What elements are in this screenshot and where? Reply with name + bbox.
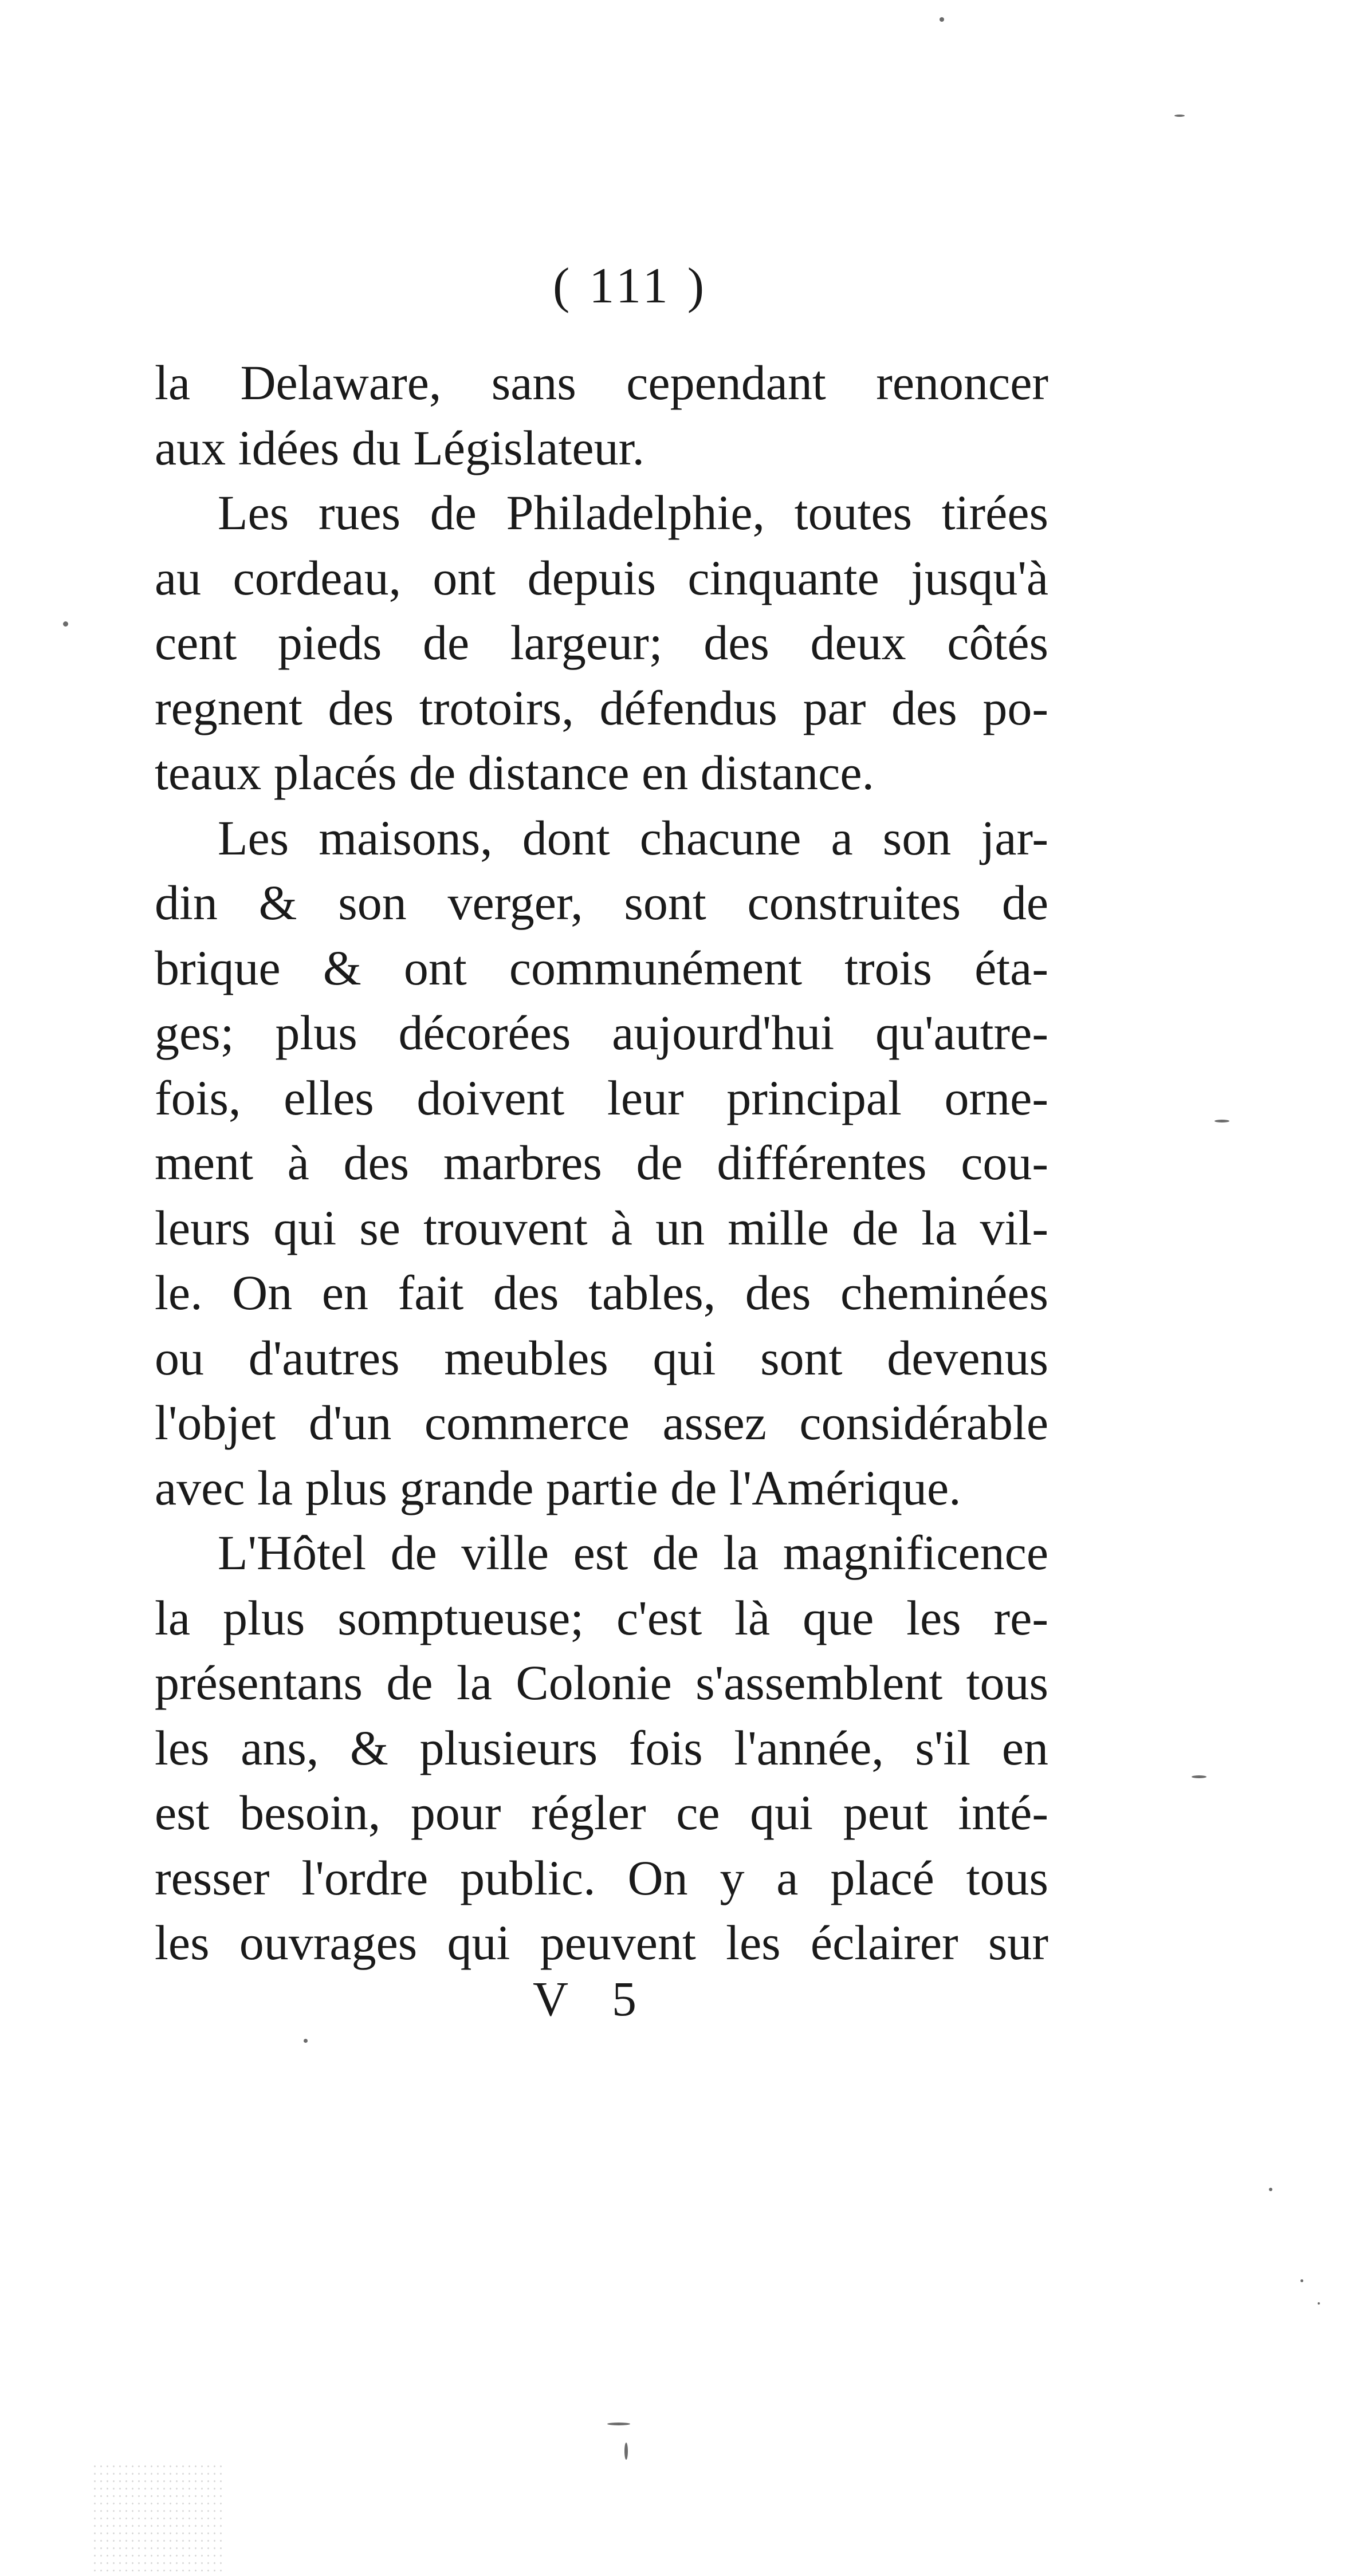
text-line: au cordeau, ont depuis cinquante jusqu'à bbox=[155, 550, 1048, 605]
text-line: L'Hôtel de ville est de la magnificence bbox=[218, 1525, 1048, 1580]
text-line: cent pieds de largeur; des deux côtés bbox=[155, 615, 1048, 670]
paper-speck bbox=[1269, 2188, 1272, 2191]
text-line: regnent des trotoirs, défendus par des po- bbox=[155, 680, 1048, 735]
text-line: teaux placés de distance en distance. bbox=[155, 745, 874, 800]
paper-speck bbox=[304, 2039, 308, 2043]
paper-speck bbox=[1192, 1775, 1206, 1778]
body-text bbox=[155, 350, 1048, 1976]
text-line: ou d'autres meubles qui sont devenus bbox=[155, 1330, 1048, 1385]
paper-speck bbox=[63, 621, 68, 627]
paper-speck bbox=[1215, 1120, 1229, 1122]
text-line: la plus somptueuse; c'est là que les re- bbox=[155, 1590, 1048, 1645]
text-line: ment à des marbres de différentes cou- bbox=[155, 1135, 1048, 1190]
text-line: Les maisons, dont chacune a son jar- bbox=[218, 810, 1048, 865]
text-line: leurs qui se trouvent à un mille de la vil- bbox=[155, 1200, 1048, 1255]
text-line: l'objet d'un commerce assez considérable bbox=[155, 1395, 1048, 1450]
text-line: ges; plus décorées aujourd'hui qu'autre- bbox=[155, 1005, 1048, 1060]
text-line: les ouvrages qui peuvent les éclairer sur bbox=[155, 1915, 1048, 1970]
page-number: ( 111 ) bbox=[552, 258, 708, 314]
text-line: le. On en fait des tables, des cheminées bbox=[155, 1265, 1048, 1320]
paper-speck bbox=[1300, 2279, 1303, 2282]
text-line: resser l'ordre public. On y a placé tous bbox=[155, 1850, 1048, 1905]
text-line: brique & ont communément trois éta- bbox=[155, 940, 1048, 995]
paper-speck bbox=[940, 17, 944, 22]
text-line: fois, elles doivent leur principal orne- bbox=[155, 1070, 1048, 1125]
paper-speck bbox=[1174, 115, 1185, 117]
text-line: avec la plus grande partie de l'Amérique. bbox=[155, 1460, 961, 1515]
text-line: est besoin, pour régler ce qui peut inté- bbox=[155, 1785, 1048, 1840]
text-line: din & son verger, sont construites de bbox=[155, 875, 1048, 930]
text-line: Les rues de Philadelphie, toutes tirées bbox=[218, 485, 1048, 540]
paper-speck bbox=[1318, 2302, 1320, 2305]
text-line: présentans de la Colonie s'assemblent tous bbox=[155, 1655, 1048, 1710]
paper-texture bbox=[92, 2463, 223, 2571]
text-line: la Delaware, sans cependant renoncer bbox=[155, 355, 1048, 410]
paper-speck bbox=[607, 2423, 630, 2425]
paper-speck bbox=[624, 2443, 628, 2460]
text-line: les ans, & plusieurs fois l'année, s'il en bbox=[155, 1720, 1048, 1775]
text-line: aux idées du Législateur. bbox=[155, 420, 644, 475]
signature-mark: V 5 bbox=[533, 1971, 653, 2026]
